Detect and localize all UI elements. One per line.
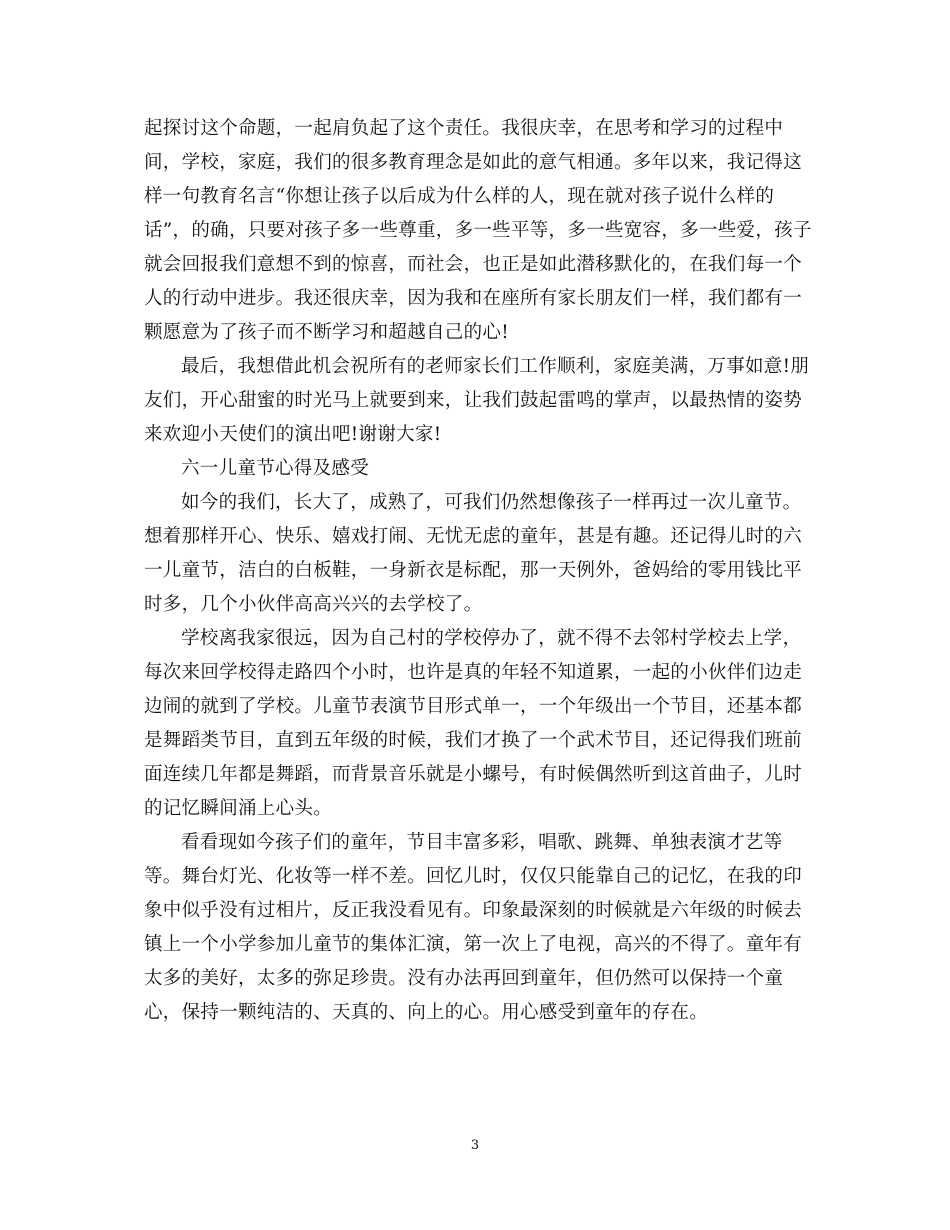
text-line: 就会回报我们意想不到的惊喜，而社会，也正是如此潜移默化的，在我们每一个 [144,254,803,275]
text-line: 起探讨这个命题，一起肩负起了这个责任。我很庆幸，在思考和学习的过程中 [144,118,784,139]
text-line: 一儿童节，洁白的白板鞋，一身新衣是标配，那一天例外，爸妈给的零用钱比平 [144,560,803,581]
text-line: 等。舞台灯光、化妆等一样不差。回忆儿时，仅仅只能靠自己的记忆，在我的印 [144,866,803,887]
text-line: 太多的美好，太多的弥足珍贵。没有办法再回到童年，但仍然可以保持一个童 [144,968,784,989]
text-line: 样一句教育名言“你想让孩子以后成为什么样的人，现在就对孩子说什么样的 [144,186,775,207]
text-line: 最后，我想借此机会祝所有的老师家长们工作顺利，家庭美满，万事如意!朋 [181,356,810,377]
text-line: 镇上一个小学参加儿童节的集体汇演，第一次上了电视，高兴的不得了。童年有 [144,934,803,955]
text-line: 友们，开心甜蜜的时光马上就要到来，让我们鼓起雷鸣的掌声，以最热情的姿势 [144,390,803,411]
text-line: 想着那样开心、快乐、嬉戏打闹、无忧无虑的童年，甚是有趣。还记得儿时的六 [144,526,803,547]
page-number: 3 [470,1138,480,1153]
text-line: 心，保持一颗纯洁的、天真的、向上的心。用心感受到童年的存在。 [144,1002,709,1023]
section-heading: 六一儿童节心得及感受 [181,458,370,479]
text-line: 来欢迎小天使们的演出吧!谢谢大家! [144,424,442,445]
text-line: 的记忆瞬间涌上心头。 [144,798,333,819]
text-line: 颗愿意为了孩子而不断学习和超越自己的心! [144,322,509,343]
text-line: 话”，的确，只要对孩子多一些尊重，多一些平等，多一些宽容，多一些爱，孩子 [144,220,812,241]
text-line: 象中似乎没有过相片，反正我没看见有。印象最深刻的时候就是六年级的时候去 [144,900,803,921]
text-line: 每次来回学校得走路四个小时，也许是真的年轻不知道累，一起的小伙伴们边走 [144,662,803,683]
text-line: 是舞蹈类节目，直到五年级的时候，我们才换了一个武术节目，还记得我们班前 [144,730,803,751]
text-line: 如今的我们，长大了，成熟了，可我们仍然想像孩子一样再过一次儿童节。 [181,492,802,513]
text-line: 间，学校，家庭，我们的很多教育理念是如此的意气相通。多年以来，我记得这 [144,152,803,173]
text-line: 学校离我家很远，因为自己村的学校停办了，就不得不去邻村学校去上学， [181,628,802,649]
text-line: 面连续几年都是舞蹈，而背景音乐就是小螺号，有时候偶然听到这首曲子，儿时 [144,764,803,785]
text-line: 时多，几个小伙伴高高兴兴的去学校了。 [144,594,483,615]
text-line: 边闹的就到了学校。儿童节表演节目形式单一，一个年级出一个节目，还基本都 [144,696,803,717]
text-line: 人的行动中进步。我还很庆幸，因为我和在座所有家长朋友们一样，我们都有一 [144,288,803,309]
text-line: 看看现如今孩子们的童年，节目丰富多彩，唱歌、跳舞、单独表演才艺等 [181,832,783,853]
